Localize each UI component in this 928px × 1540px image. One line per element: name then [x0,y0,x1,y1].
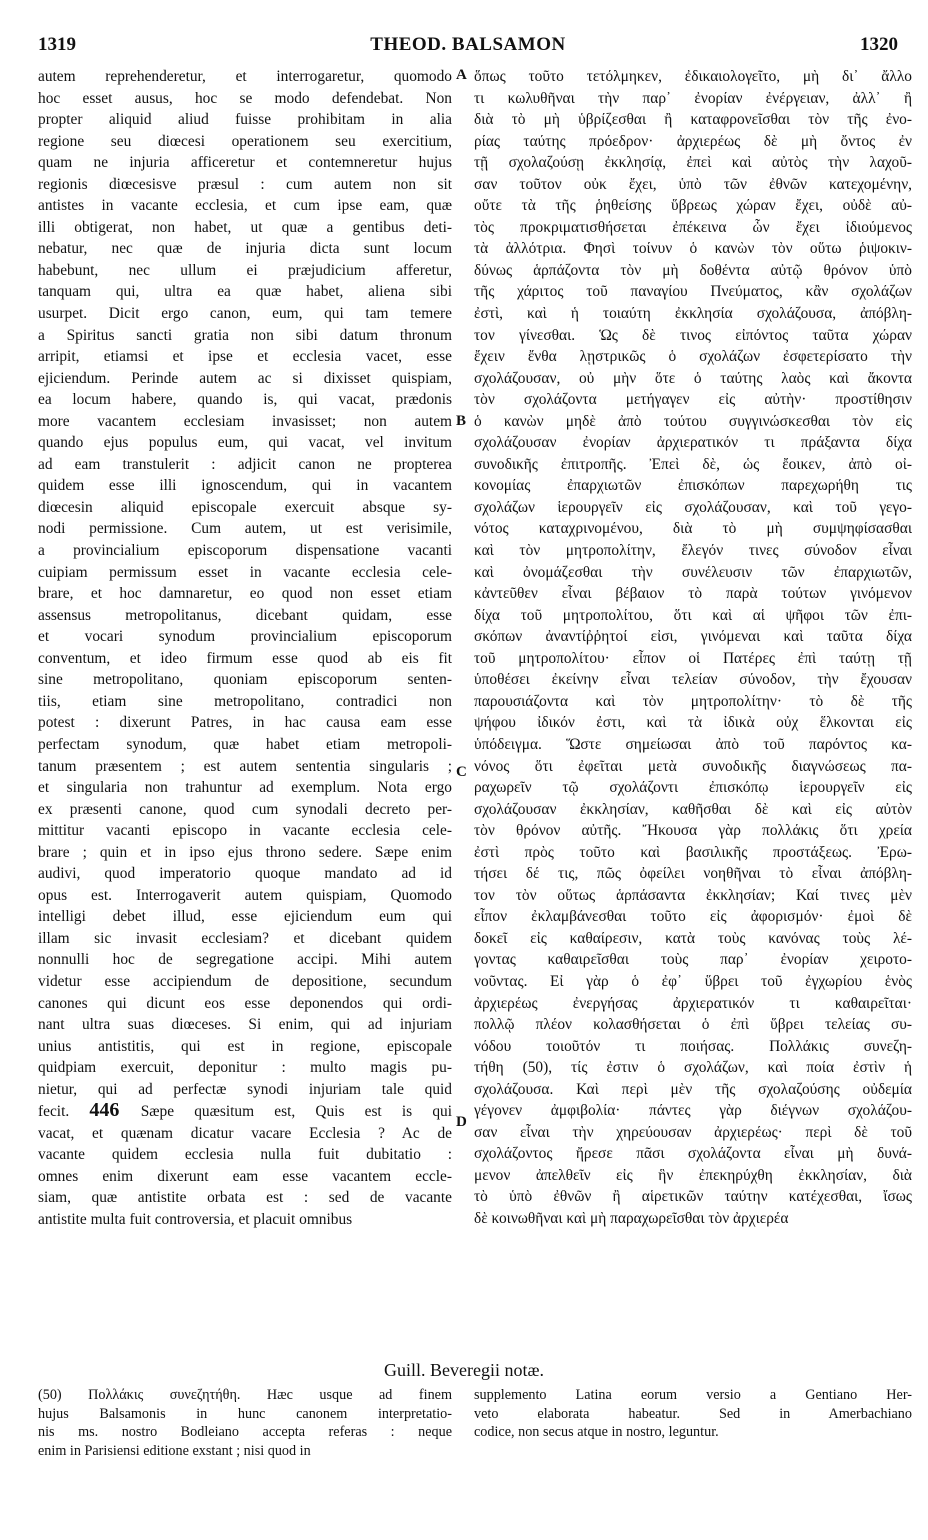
latin-text-line: audivi, quod imperatorio quoque mandato ad id [38,865,452,883]
greek-text-line: ἔχειν ἔνθα λῃστρικῶς ὁ σχολάζων ἐσφετερίσατο τὴν [474,348,912,366]
latin-text-line: regionis diœcesisve præsul : cum autem non sit [38,175,452,193]
note-line: enim in Parisiensi editione exstant ; nisi quod in [38,1442,311,1459]
latin-text-line: intelligi debet illud, esse ejiciendum eum qui [38,908,452,926]
latin-text-line: mittitur vacanti episcopo in vacante ecclesia cele- [38,822,452,840]
latin-text-line: autem reprehenderetur, et interrogaretur, quomodo [38,68,452,85]
note-line: supplemento Latina eorum versio a Gentiano Her- [474,1387,912,1403]
greek-text-line: ὑπόδειγμα. Ὥστε σημείωσαι ἀπὸ τοῦ παρόντος κα- [474,735,912,753]
greek-text-line: ὑποθέσει ἐκείνην εἶναι τελείαν σύνοδον, τὴν ἔχουσαν [474,671,912,689]
latin-text-line: omnes enim dixerunt eam esse vacantem eccle- [38,1167,452,1185]
greek-text-line: ὁ κανὼν μηδὲ ἀπὸ τούτου συγγινώσκεσθαι τὸν εἰς [474,412,912,430]
latin-text-line: more vacantem ecclesiam invasisset; non autem [38,412,452,430]
greek-text-line: τῇ σχολαζούσῃ ἐκκλησίᾳ, ἐπεὶ καὶ αὐτὸς τὴν λαχοῦ- [474,154,912,172]
greek-text-line: τήθη (50), τίς ἐστιν ὁ σχολάζων, καὶ ποία ἐστὶν ἡ [474,1059,912,1077]
greek-text-line: μενον ἀπελθεῖν εἰς ἣν ἐπεκηρύχθη ἐκκλησίαν, διὰ [474,1166,912,1184]
note-line: nis ms. nostro Bodleiano accepta referas : neque [38,1424,452,1441]
latin-text-line: potest : dixerunt Patres, in hac causa eam esse [38,714,452,732]
greek-text-line: σχολάζουσα. Καὶ περὶ μὲν τῆς σχολαζούσης οὐδεμία [474,1080,912,1098]
latin-text-line: habebunt, nec ullum ei præjudicium afferetur, [38,261,452,279]
greek-text-line: πολλῷ πλέον κολασθήσεται ὁ ἐπὶ ὕβρει τελείας συ- [474,1016,912,1034]
latin-text-line: siam, quæ antistite orbata est : sed de vacante [38,1189,452,1207]
greek-text-line: ἐστὶ, καὶ ἡ τοιαύτη ἐκκλησία σχολάζουσα, ἀπόβλη- [474,305,912,323]
greek-text-line: γοντας καθαιρεῖσθαι τοὺς παρ᾽ ἐνορίαν χειροτο- [474,951,912,969]
latin-text-line: nietur, qui ad perfectæ synodi injuriam tale quid [38,1080,452,1098]
latin-text-fragment: fecit. [38,1103,70,1121]
latin-text-line: ejiciendum. Perinde autem ac si dixisset quispiam, [38,369,452,387]
latin-text-line: quando ejus populus eum, qui vacat, vel invitum [38,434,452,452]
latin-text-line: brare ; quin et in ipso ejus throno sedere. Sæpe enim [38,843,452,861]
greek-text-line: τὸ ὑπὸ ἐθνῶν ἢ αἱρετικῶν ταύτην κατέχεσθαι, ἴσως [474,1188,912,1206]
latin-text-line: propter aliquid aliud fuisse prohibitam in alia [38,111,452,129]
notes-left-column [38,1386,452,1460]
latin-text-line: canones qui dicunt eos esse deponendos qui ordi- [38,994,452,1012]
greek-text-line: τι κωλυθῆναι τὴν παρ᾽ ἐνορίαν ἐνέργειαν, ἀλλ᾽ ἢ [474,89,912,107]
greek-text-line: τήσει δέ τις, πῶς ὀφείλει νοηθῆναι τὸ εἶναι ἀπόβλη- [474,865,912,883]
latin-text-line: vacante quidem ecclesia nulla fuit dubitatio : [38,1146,452,1164]
latin-text-line: antistes in vacante ecclesia, et cum ipse eam, quæ [38,197,452,215]
latin-text-line: unius antistitis, qui est in regione, episcopale [38,1037,452,1055]
latin-text-line: nonnulli hoc de segregatione accipi. Mihi autem [38,951,452,969]
note-line: hujus Balsamonis in hunc canonem interpretatio- [38,1405,452,1422]
greek-text-line: ρίας ταύτης πρόεδρον· ἀρχιερέως δὲ μὴ ὄντος ἐν [474,132,912,150]
greek-text-line: νοῦντας. Εἰ γὰρ ὁ ἐφ᾽ ὕβρει τοῦ ἐγχωρίου ἑνὸς [474,972,912,990]
greek-text-line: δίχα τοῦ μητροπολίτου, ὅτι καὶ αἱ ψῆφοι τῶν ἐπι- [474,606,912,624]
greek-text-line: σκόπων ἀναντίῤῥητοί εἰσι, γινόμεναι καὶ ταῦτα δίχα [474,628,912,646]
latin-text-fragment: Sæpe quæsitum est, Quis est is qui [140,1103,452,1121]
latin-text-line: tiis, etiam sine metropolitano, contradici non [38,692,452,710]
greek-text-line: σχολάζουσαν ἐνορίαν ἀρχιερατικόν τι πράξαντα δίχα [474,434,912,452]
latin-text-line: sine metropolitano, quoniam episcoporum senten- [38,671,452,689]
latin-text-line: usurpet. Dicit ergo canon, eum, qui tam temere [38,305,452,323]
latin-text-line: hoc esset ausus, hoc se modo defendebat. Non [38,89,452,107]
greek-text-line: νότος καταχρινομένου, διὰ τὸ μὴ συμψηφίσασθαι [474,520,912,538]
greek-text-line: οὔτε τὰ τῆς ῥηθείσης ὕβρεως χώραν ἔχει, οὐδὲ αὐ- [474,197,912,215]
latin-text-line: illam sic invasit ecclesiam? et dicebant quidem [38,929,452,947]
latin-text-line: ex præsenti canone, quod cum synodali decreto per- [38,800,452,818]
greek-text-line: παρουσιάζοντα καὶ τὸν μητροπολίτην· τὸ δὲ τῆς [474,692,912,710]
latin-text-line: perfectam synodum, quæ habet etiam metropoli- [38,735,452,753]
greek-text-line: σαν τοῦτον οὐκ ἔχει, ὑπὸ τῶν ἐθνῶν κατεχομένην, [474,175,912,193]
latin-text-line: vacat, et quænam dicatur vacare Ecclesia ? Ac de [38,1124,452,1142]
note-line: codice, non secus atque in nostro, leguntur. [474,1424,719,1441]
greek-text-line: τὸς προκριματισθήσεται ἐπέκεινα ὧν ἔχει ἰδιούμενος [474,218,912,236]
latin-text-line: nodi permissione. Cum autem, ut est verisimile, [38,520,452,538]
section-marker-d: D [456,1114,467,1130]
running-title: THEOD. BALSAMON [370,34,566,55]
latin-text-line: cuipiam permissum esset in vacante ecclesia cele- [38,563,452,581]
page-header [38,34,898,62]
latin-text-line: quidem esse illi ignoscendum, qui in vacantem [38,477,452,495]
greek-text-line: καὶ τὸν μητροπολίτην, ἔλεγόν τινες σύνοδον εἶναι [474,542,912,560]
greek-text-line: σχολάζων ἱερουργεῖν εἰς σχολάζουσαν, καὶ τοῦ γεγο- [474,498,912,516]
latin-text-line: antistite multa fuit controversia, et placuit omnibus [38,1210,353,1228]
section-marker-c: C [456,764,467,780]
greek-text-line: τον γίνεσθαι. Ὡς δὲ τινος εἰπόντος ταῦτα χώραν [474,326,912,344]
latin-text-line: diœcesin aliquid episcopale exercuit absque sy- [38,498,452,516]
latin-text-line: videtur esse accipiendum de depositione, secundum [38,972,452,990]
latin-text-line: opus est. Interrogaverit autem quispiam, Quomodo [38,886,452,904]
greek-text-line: κἀντεῦθεν εἶναι βέβαιον τὸ παρὰ τούτων γινόμενον [474,585,912,603]
latin-text-line: nebatur, nec quæ de injuria dicta sunt locum [38,240,452,258]
latin-text-line: regione seu diœcesi operationem seu exercitium, [38,132,452,150]
greek-text-line: σχολάζοντος ἤρεσε πᾶσι σχολάζοντα εἶναι μὴ δυνά- [474,1145,912,1163]
greek-text-line: ἀρχιερέως ἐνεργήσας ἀρχιερατικόν τι καθαιρεῖται· [474,994,912,1012]
greek-text-line: εἶπον ἐκλαμβάνεσθαι τοῦτο εἰς ἀφορισμόν· ἐμοὶ δὲ [474,908,912,926]
greek-text-line: τοῦ μητροπολίτου· εἶπον οἱ Πατέρες ἐπὶ ταύτῃ τῇ [474,649,912,667]
latin-text-line: a Spiritus sancti gratia non sibi datum thronum [38,326,452,344]
greek-text-line: τον τὸν οὕτως ἁρπάσαντα ἐκκλησίαν; Καί τινες μὲν [474,886,912,904]
latin-text-line: assensus metropolitanus, dicebant quidam, esse [38,606,452,624]
latin-text-line: quam ne injuria afficeretur et contemneretur hujus [38,154,452,172]
greek-text-line: δοκεῖ εἰς καθαίρεσιν, κατὰ τοὺς κανόνας τοὺς λέ- [474,929,912,947]
latin-text-line: et vocari synodum provincialium episcoporum [38,628,452,646]
notes-right-column [474,1386,912,1442]
greek-text-line: τῆς χάριτος τοῦ παναγίου Πνεύματος, κἂν σχολάζων [474,283,912,301]
latin-text-line: quidpiam exercuit, deponitur : multo magis pu- [38,1059,452,1077]
note-line: (50) Πολλάκις συνεζητήθη. Hæc usque ad finem [38,1387,452,1403]
latin-text-line: tanum præsentem ; est autem sententia singularis ; [38,757,452,775]
greek-text-line: ψήφου ἰδικόν ἐστι, καὶ τὰ ἰδικὰ οὐχ ἕλκονται εἰς [474,714,912,732]
greek-text-line: κονομίας ἐπαρχιωτῶν ἐπισκόπων παρεχωρήθη τις [474,477,912,495]
greek-text-line: τὰ ἀλλότρια. Φησὶ τοίνυν ὁ κανὼν τὸν οὕτω ῥιψοκιν- [474,240,912,258]
latin-text-line: tanquam qui, ultra ea quæ habet, aliena sibi [38,283,452,301]
greek-text-line: τὸν σχολάζοντα μετήγαγεν εἰς αὐτὴν· προστίθησιν [474,391,912,409]
greek-text-line: σχολάζουσαν, οὐ μὴν ὅτε ὁ ταύτης λαὸς καὶ ἄκοντα [474,369,912,387]
greek-text-line: σαν εἶναι τὴν χηρεύουσαν ἀρχιερέως· περὶ δὲ τοῦ [474,1123,912,1141]
latin-text-line: conventum, et ideo firmum esse quod ab eis fit [38,649,452,667]
greek-text-line: διὰ τὸ μὴ ὑβρίζεσθαι ἢ καταφρονεῖσθαι τὸν τῆς ἐνο- [474,111,912,129]
latin-text-line: arripit, etiamsi et ipse et ecclesia vacet, esse [38,348,452,366]
latin-column [38,66,452,1231]
latin-text-line: brare, et hoc damnaretur, eo quod non esset etiam [38,585,452,603]
latin-text-line: a provincialium episcoporum dispensatione vacanti [38,542,452,560]
greek-column [474,66,912,1230]
greek-text-line: συνοδικῆς ἐπιτροπῆς. Ἐπεὶ δὲ, ὡς ἔοικεν, ἀπὸ οἰ- [474,455,912,473]
latin-text-line: illi obtigerat, non habet, ut quæ a gentibus deti- [38,218,452,236]
greek-text-line: δὲ κοινωθῆναι καὶ μὴ παραχωρεῖσθαι τὸν ἀρχιερέα [474,1209,789,1227]
marginal-page-mark: 446 [89,1100,141,1122]
greek-text-line: γέγονεν ἀμφιβολία· πάντες γὰρ διέγνων σχολάζου- [474,1102,912,1120]
greek-text-line: σχολάζουσαν ἐκκλησίαν, καθῆσθαι δὲ καὶ εἰς αὐτὸν [474,800,912,818]
greek-text-line: ραχωρεῖν τῷ σχολάζοντι ἐπισκόπῳ ἱερουργεῖν εἰς [474,779,912,797]
latin-text-line: ea locum habere, quando is, qui vacat, prædonis [38,391,452,409]
greek-text-line: νόδου τοιοῦτόν τι ποιήσας. Πολλάκις συνεζη- [474,1037,912,1055]
latin-text-line: ad eam transtulerit : adjicit canon ne propterea [38,455,452,473]
latin-text-line: et singularia non trahuntur ad exemplum. Nota ergo [38,779,452,797]
note-line: veto elaborata habeatur. Sed in Amerbachiano [474,1405,912,1422]
notes-title: Guill. Beveregii notæ. [384,1360,544,1380]
greek-text-line: δύνως ἁρπάζοντα τὸν μὴ δοθέντα αὐτῷ θρόνον ὑπὸ [474,261,912,279]
greek-text-line: καὶ ὀνομάζεσθαι τὴν συνέλευσιν τῶν ἐπαρχιωτῶν, [474,563,912,581]
greek-text-line: νόνος ὅτι ἐφεῖται μετὰ συνοδικῆς διαγνώσεως πα- [474,757,912,775]
section-marker-a: A [456,67,467,83]
greek-text-line: ὅπως τοῦτο τετόλμηκεν, ἐδικαιολογεῖτο, μὴ δι᾽ ἄλλο [474,68,912,85]
left-page-number: 1319 [38,34,76,55]
greek-text-line: ἐστὶ πρὸς τοῦτο καὶ βασιλικῆς προστάξεως. Ἐρω- [474,843,912,861]
greek-text-line: τὸν θρόνον αὐτῆς. Ἤκουσα γὰρ πολλάκις ὅτι χρεία [474,822,912,840]
latin-text-line: nant ultra suas diœceses. Si enim, qui ad injuriam [38,1016,452,1034]
right-page-number: 1320 [860,34,898,55]
latin-text-line [38,1100,452,1123]
section-marker-b: B [456,413,467,429]
